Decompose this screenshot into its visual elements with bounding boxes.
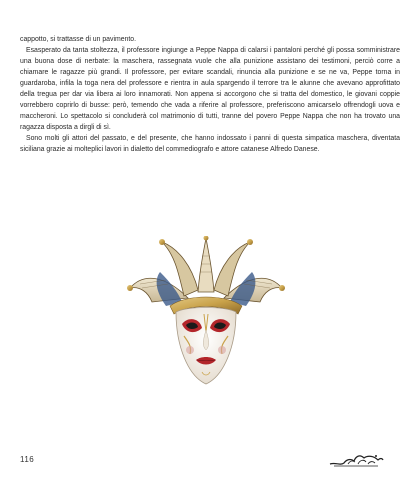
body-text: [20, 34, 400, 156]
jester-hat: [127, 236, 285, 306]
mask-face: [176, 308, 236, 385]
paragraph: Sono molti gli attori del passato, e del presente, che hanno indossato i panni di questa simpatica maschera, diventata siciliana grazie ai molteplici lavori in dialetto del commediografo e attore catanese Alfredo Danese.: [20, 135, 400, 154]
page-number: 116: [20, 455, 35, 464]
paragraph: cappotto, si trattasse di un pavimento.: [20, 36, 137, 43]
venetian-mask-illustration: [126, 236, 286, 388]
paragraph: Esasperato da tanta stoltezza, il professore ingiunge a Peppe Nappa di calarsi i pantaloni perché gli possa somministrare una buona dose di nerbate: la maschera, rassegnata vuole che alla punizione assistano dei testimoni, perciò corre a chiamare le ragazze più grandi. Il professore, per evitare scandali, rinuncia alla punizione e se ne va, Peppe torna in guardaroba, infila la toga nera del professore e rientra in aula spargendo il terrore tra le alunne che avevano approfittato della tregua per dar via libera ai loro innamorati. Non appena si accorgono che si tratta del domestico, le giovani coppie vorrebbero coprirlo di busse: però, temendo che vada a riferire al professore, preferiscono amicarselo offrendogli uova e maccheroni. Lo spettacolo si concluderà col matrimonio di tutti, tranne del povero Peppe Nappa che non ha trovato una ragazza disposta a dirgli di sì.: [20, 47, 400, 132]
decorative-logo-icon: [328, 452, 384, 468]
